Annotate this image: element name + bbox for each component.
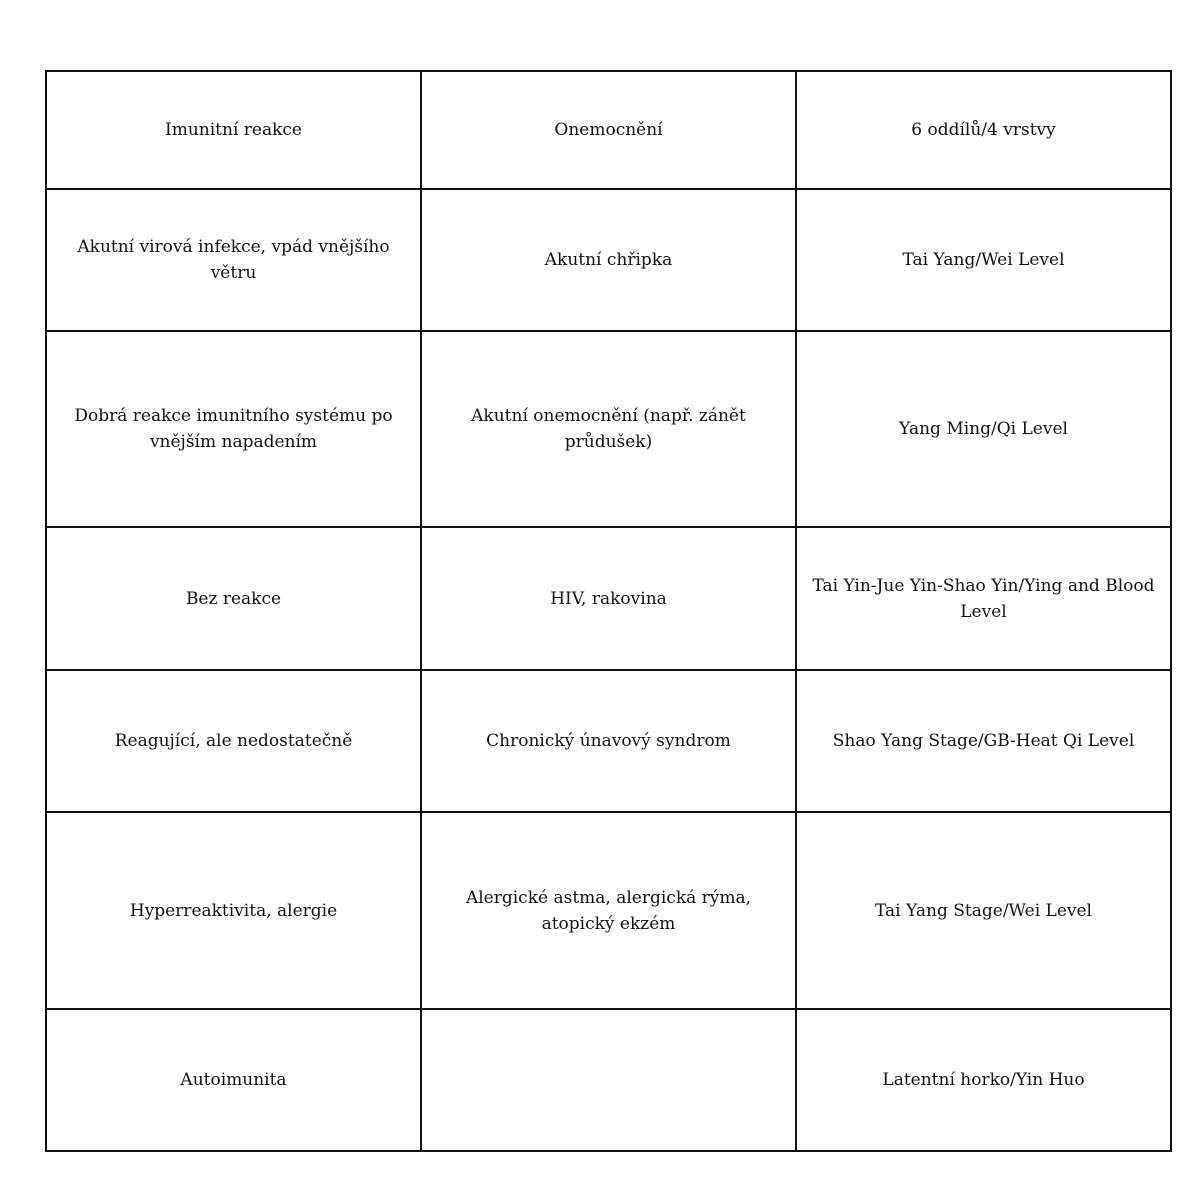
- table-cell: Tai Yang Stage/Wei Level: [796, 812, 1171, 1009]
- table-cell: Autoimunita: [46, 1009, 421, 1151]
- table-cell: Yang Ming/Qi Level: [796, 331, 1171, 527]
- table-cell: Akutní virová infekce, vpád vnějšího větru: [46, 189, 421, 331]
- table-cell: Alergické astma, alergická rýma, atopický ekzém: [421, 812, 796, 1009]
- table-header-row: [46, 71, 1171, 189]
- table-row: [46, 527, 1171, 670]
- table-row: [46, 189, 1171, 331]
- header-cell-disease: Onemocnění: [421, 71, 796, 189]
- immune-response-table-container: [45, 70, 1170, 1150]
- immune-response-table: [45, 70, 1172, 1152]
- table-cell: Akutní onemocnění (např. zánět průdušek): [421, 331, 796, 527]
- table-cell: [421, 1009, 796, 1151]
- table-cell: Reagující, ale nedostatečně: [46, 670, 421, 812]
- header-cell-stages-layers: 6 oddílů/4 vrstvy: [796, 71, 1171, 189]
- table-cell: Latentní horko/Yin Huo: [796, 1009, 1171, 1151]
- table-cell: Chronický únavový syndrom: [421, 670, 796, 812]
- table-cell: Shao Yang Stage/GB-Heat Qi Level: [796, 670, 1171, 812]
- header-cell-immune-response: Imunitní reakce: [46, 71, 421, 189]
- table-cell: Tai Yin-Jue Yin-Shao Yin/Ying and Blood Level: [796, 527, 1171, 670]
- table-cell: HIV, rakovina: [421, 527, 796, 670]
- table-row: [46, 1009, 1171, 1151]
- table-cell: Akutní chřipka: [421, 189, 796, 331]
- table-cell: Tai Yang/Wei Level: [796, 189, 1171, 331]
- table-row: [46, 670, 1171, 812]
- table-cell: Bez reakce: [46, 527, 421, 670]
- table-cell: Dobrá reakce imunitního systému po vnějším napadením: [46, 331, 421, 527]
- table-row: [46, 812, 1171, 1009]
- table-cell: Hyperreaktivita, alergie: [46, 812, 421, 1009]
- table-row: [46, 331, 1171, 527]
